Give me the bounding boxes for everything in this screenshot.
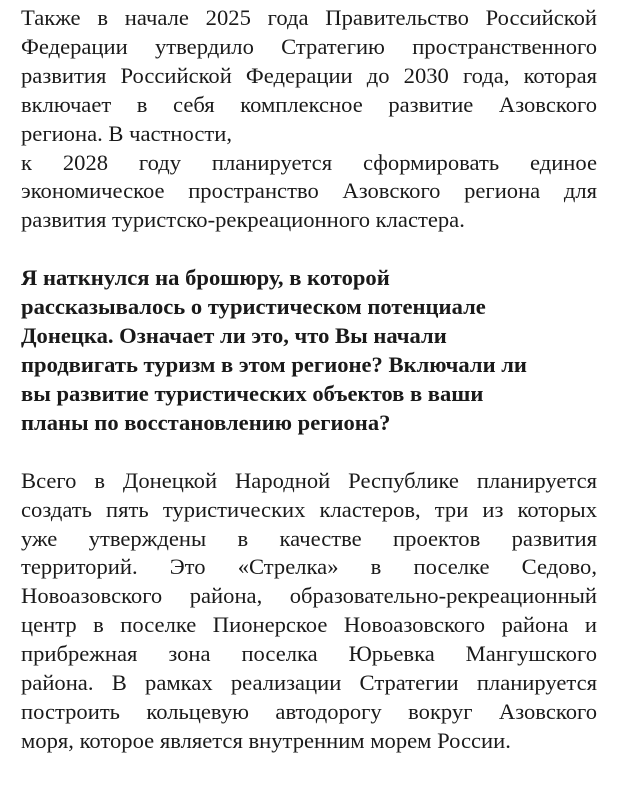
text-line: Всего в Донецкой Народной Республике планируется <box>21 467 597 493</box>
question-line: планы по восстановлению региона? <box>21 409 391 435</box>
text-line: моря, которое является внутренним морем России. <box>21 727 511 753</box>
question-line: Донецка. Означает ли это, что Вы начали <box>21 323 447 349</box>
text-line: прибрежная зона поселка Юрьевка Мангушского <box>21 641 597 667</box>
question-line: вы развитие туристических объектов в ваши <box>21 380 484 406</box>
text-line: включает в себя комплексное развитие Азовского <box>21 91 597 117</box>
text-line: района. В рамках реализации Стратегии планируется <box>21 670 597 696</box>
text-line: построить кольцевую автодорогу вокруг Азовского <box>21 698 597 724</box>
text-line: экономическое пространство Азовского региона для <box>21 178 597 204</box>
text-line: развития Российской Федерации до 2030 года, которая <box>21 62 597 88</box>
text-line: развития туристско-рекреационного кластера. <box>21 207 465 233</box>
answer-paragraph <box>21 467 597 756</box>
paragraph-gap <box>21 438 597 467</box>
document-page <box>21 4 597 756</box>
interview-question <box>21 264 597 437</box>
paragraph-gap <box>21 235 597 264</box>
question-line: продвигать туризм в этом регионе? Включали ли <box>21 351 527 377</box>
question-line: Я наткнулся на брошюру, в которой <box>21 265 390 291</box>
question-line: рассказывалось о туристическом потенциале <box>21 294 486 320</box>
text-line: уже утверждены в качестве проектов развития <box>21 525 597 551</box>
text-line: региона. В частности, <box>21 120 233 146</box>
text-line: центр в поселке Пионерское Новоазовского района и <box>21 612 597 638</box>
text-line: создать пять туристических кластеров, три из которых <box>21 496 597 522</box>
text-line: Федерации утвердило Стратегию пространственного <box>21 33 597 59</box>
text-line: к 2028 году планируется сформировать единое <box>21 149 597 175</box>
text-line: территорий. Это «Стрелка» в поселке Седово, <box>21 554 597 580</box>
intro-paragraph <box>21 4 597 235</box>
text-line: Новоазовского района, образовательно-рекреационный <box>21 583 597 609</box>
text-line: Также в начале 2025 года Правительство Российской <box>21 5 597 30</box>
